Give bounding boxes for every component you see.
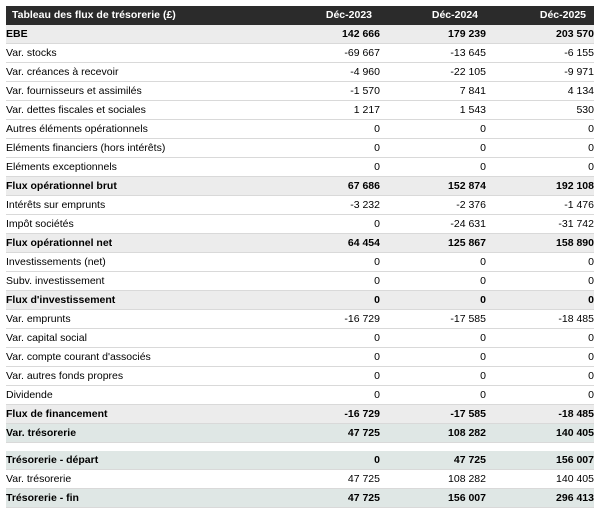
row-value-1: 0 <box>380 158 486 177</box>
row-label: Flux de financement <box>6 405 274 424</box>
row-value-2: 158 890 <box>486 234 594 253</box>
row-label: Var. stocks <box>6 44 274 63</box>
row-value-2: 0 <box>486 253 594 272</box>
row-label: Flux opérationnel net <box>6 234 274 253</box>
row-value-0 <box>274 443 380 452</box>
row-label: Var. compte courant d'associés <box>6 348 274 367</box>
row-label: Dividende <box>6 386 274 405</box>
row-value-0: 0 <box>274 291 380 310</box>
row-value-0: 64 454 <box>274 234 380 253</box>
row-label: Subv. investissement <box>6 272 274 291</box>
row-value-2: 0 <box>486 386 594 405</box>
row-value-0: -1 570 <box>274 82 380 101</box>
table-row <box>6 405 594 424</box>
row-value-2: 203 570 <box>486 25 594 44</box>
table-row <box>6 63 594 82</box>
row-value-2: 0 <box>486 291 594 310</box>
table-row <box>6 451 594 470</box>
table-row <box>6 367 594 386</box>
row-value-2: -31 742 <box>486 215 594 234</box>
table-row <box>6 348 594 367</box>
row-value-0: -16 729 <box>274 405 380 424</box>
row-value-2: 0 <box>486 120 594 139</box>
row-value-2 <box>486 443 594 452</box>
row-value-2: -18 485 <box>486 310 594 329</box>
row-value-2: 0 <box>486 139 594 158</box>
table-row <box>6 386 594 405</box>
row-label: Var. créances à recevoir <box>6 63 274 82</box>
row-value-1: 1 543 <box>380 101 486 120</box>
row-value-0: -69 667 <box>274 44 380 63</box>
row-value-1: 125 867 <box>380 234 486 253</box>
table-row <box>6 310 594 329</box>
row-value-1: 0 <box>380 253 486 272</box>
row-label: Var. dettes fiscales et sociales <box>6 101 274 120</box>
row-value-1: 152 874 <box>380 177 486 196</box>
column-header-2: Déc-2025 <box>486 6 594 25</box>
row-value-0: 0 <box>274 253 380 272</box>
row-value-2: 0 <box>486 329 594 348</box>
header-row <box>6 6 594 25</box>
row-value-2: -18 485 <box>486 405 594 424</box>
row-value-2: 0 <box>486 158 594 177</box>
row-value-1: 0 <box>380 291 486 310</box>
table-spacer-row <box>6 443 594 452</box>
row-value-1: -13 645 <box>380 44 486 63</box>
table-row <box>6 82 594 101</box>
row-label: Var. capital social <box>6 329 274 348</box>
column-header-0: Déc-2023 <box>274 6 380 25</box>
table-row <box>6 234 594 253</box>
row-value-1: 0 <box>380 329 486 348</box>
table-row <box>6 196 594 215</box>
row-value-1 <box>380 443 486 452</box>
row-value-0: -3 232 <box>274 196 380 215</box>
table-row <box>6 25 594 44</box>
row-value-0: 47 725 <box>274 470 380 489</box>
table-row <box>6 158 594 177</box>
table-row <box>6 215 594 234</box>
row-value-0: 0 <box>274 215 380 234</box>
table-row <box>6 120 594 139</box>
row-value-0: 0 <box>274 367 380 386</box>
row-value-0: 0 <box>274 120 380 139</box>
row-value-1: 0 <box>380 120 486 139</box>
table-row <box>6 101 594 120</box>
row-label: Impôt sociétés <box>6 215 274 234</box>
row-value-1: -17 585 <box>380 310 486 329</box>
row-value-1: 108 282 <box>380 470 486 489</box>
row-value-0: 0 <box>274 451 380 470</box>
row-label: Var. fournisseurs et assimilés <box>6 82 274 101</box>
row-value-1: 108 282 <box>380 424 486 443</box>
row-value-0: 142 666 <box>274 25 380 44</box>
row-label: Var. autres fonds propres <box>6 367 274 386</box>
row-value-0: 67 686 <box>274 177 380 196</box>
row-value-0: 1 217 <box>274 101 380 120</box>
row-value-0: 0 <box>274 348 380 367</box>
row-label: Trésorerie - départ <box>6 451 274 470</box>
row-value-0: 0 <box>274 329 380 348</box>
row-value-1: 0 <box>380 348 486 367</box>
row-value-2: 0 <box>486 272 594 291</box>
row-value-1: -24 631 <box>380 215 486 234</box>
row-value-2: -1 476 <box>486 196 594 215</box>
row-value-2: 296 413 <box>486 489 594 508</box>
row-value-1: 47 725 <box>380 451 486 470</box>
column-header-1: Déc-2024 <box>380 6 486 25</box>
row-value-1: 0 <box>380 367 486 386</box>
table-body <box>6 25 594 508</box>
row-value-0: -4 960 <box>274 63 380 82</box>
row-label <box>6 443 274 452</box>
row-value-0: 0 <box>274 272 380 291</box>
table-row <box>6 424 594 443</box>
row-label: Autres éléments opérationnels <box>6 120 274 139</box>
row-value-1: 0 <box>380 139 486 158</box>
row-value-2: 140 405 <box>486 424 594 443</box>
row-value-1: 0 <box>380 386 486 405</box>
row-label: Var. trésorerie <box>6 424 274 443</box>
row-value-2: 192 108 <box>486 177 594 196</box>
table-row <box>6 470 594 489</box>
row-value-1: -17 585 <box>380 405 486 424</box>
row-value-1: -2 376 <box>380 196 486 215</box>
row-value-2: 4 134 <box>486 82 594 101</box>
row-value-1: 156 007 <box>380 489 486 508</box>
row-label: Investissements (net) <box>6 253 274 272</box>
row-label: Var. trésorerie <box>6 470 274 489</box>
row-value-1: 0 <box>380 272 486 291</box>
row-value-2: -6 155 <box>486 44 594 63</box>
table-row <box>6 329 594 348</box>
row-label: Flux d'investissement <box>6 291 274 310</box>
row-label: Flux opérationnel brut <box>6 177 274 196</box>
row-value-2: -9 971 <box>486 63 594 82</box>
table-row <box>6 44 594 63</box>
row-value-0: 47 725 <box>274 424 380 443</box>
row-value-2: 140 405 <box>486 470 594 489</box>
row-label: Trésorerie - fin <box>6 489 274 508</box>
row-label: Var. emprunts <box>6 310 274 329</box>
row-value-0: 0 <box>274 158 380 177</box>
table-row <box>6 139 594 158</box>
table-header <box>6 6 594 25</box>
row-value-1: -22 105 <box>380 63 486 82</box>
table-row <box>6 489 594 508</box>
row-value-1: 179 239 <box>380 25 486 44</box>
row-value-2: 0 <box>486 367 594 386</box>
row-value-0: 0 <box>274 139 380 158</box>
row-label: Intérêts sur emprunts <box>6 196 274 215</box>
row-value-2: 530 <box>486 101 594 120</box>
row-value-1: 7 841 <box>380 82 486 101</box>
row-value-0: 0 <box>274 386 380 405</box>
row-label: EBE <box>6 25 274 44</box>
table-row <box>6 272 594 291</box>
table-title: Tableau des flux de trésorerie (£) <box>6 6 274 25</box>
row-value-0: 47 725 <box>274 489 380 508</box>
row-value-2: 0 <box>486 348 594 367</box>
cash-flow-table <box>6 6 594 508</box>
row-label: Eléments exceptionnels <box>6 158 274 177</box>
row-value-2: 156 007 <box>486 451 594 470</box>
table-row <box>6 177 594 196</box>
row-value-0: -16 729 <box>274 310 380 329</box>
row-label: Eléments financiers (hors intérêts) <box>6 139 274 158</box>
table-row <box>6 253 594 272</box>
table-row <box>6 291 594 310</box>
